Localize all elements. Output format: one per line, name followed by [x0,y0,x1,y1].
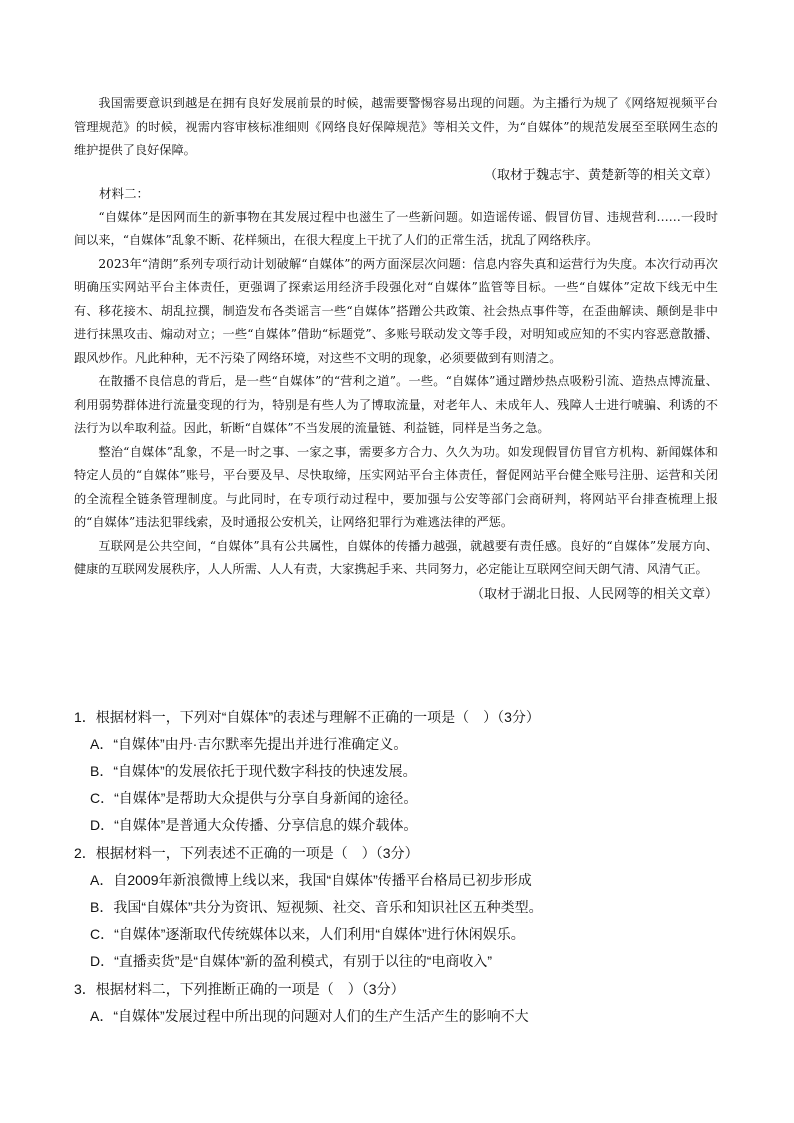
question-3 [74,976,734,1030]
option-a[interactable]: A．“自媒体”由丹·吉尔默率先提出并进行准确定义。 [90,736,408,752]
material-two [74,182,718,606]
material-two-paragraph: 互联网是公共空间，“自媒体”具有公共属性，自媒体的传播力越强，就越要有责任感。良好的“自媒体”发展方向、健康的互联网发展秩序，人人所需、人人有责，大家携起手来、共同努力，必定能让互联网空间天朗气清、风清气正。 [74,538,718,576]
question-stem: 2．根据材料一，下列表述不正确的一项是（ ）（3分） [74,845,419,861]
material-two-heading: 材料二： [99,186,150,201]
material-two-source: （取材于湖北日报、人民网等的相关文章） [470,585,718,601]
question-2 [74,840,734,975]
option-a[interactable]: A．自2009年新浪微博上线以来，我国“自媒体”传播平台格局已初步形成 [90,872,532,888]
option-c[interactable]: C．“自媒体”是帮助大众提供与分享自身新闻的途径。 [90,790,418,806]
material-two-paragraph: “自媒体”是因网而生的新事物在其发展过程中也滋生了一些新问题。如造谣传谣、假冒仿冒、违规营利……一段时间以来，“自媒体”乱象不断、花样频出，在很大程度上干扰了人们的正常生活，扰乱了网络秩序。 [74,209,718,247]
option-a[interactable]: A．“自媒体”发展过程中所出现的问题对人们的生产生活产生的影响不大 [90,1008,529,1024]
material-one-paragraph: 我国需要意识到越是在拥有良好发展前景的时候，越需要警惕容易出现的问题。为主播行为规了《网络短视频平台管理规范》的时候，视需内容审核标准细则《网络良好保障规范》等相关文件，为“自媒体”的规范发展至至联网生态的维护提供了良好保障。 [74,96,718,157]
option-b[interactable]: B．“自媒体”的发展依托于现代数字科技的快速发展。 [90,763,417,779]
option-b[interactable]: B．我国“自媒体”共分为资讯、短视频、社交、音乐和知识社区五种类型。 [90,899,543,915]
question-stem: 1．根据材料一，下列对“自媒体”的表述与理解不正确的一项是（ ）（3分） [74,709,540,725]
material-two-paragraph: 在散播不良信息的背后，是一些“自媒体”的“营利之道”。一些。“自媒体”通过蹭炒热点吸粉引流、造热点博流量、利用弱势群体进行流量变现的行为，特别是有些人为了博取流量，对老年人、未成年人、残障人士进行唬骗、利诱的不法行为以牟取利益。因此，斩断“自媒体”不当发展的流量链、利益链，同样是当务之急。 [74,374,718,435]
option-d[interactable]: D．“自媒体”是普通大众传播、分享信息的媒介载体。 [90,817,418,833]
material-two-paragraph: 2023年“清朗”系列专项行动计划破解“自媒体”的两方面深层次问题：信息内容失真和运营行为失度。本次行动再次明确压实网站平台主体责任，更强调了探索运用经济手段强化对“自媒体”监管等目标。一些“自媒体”定故下线无中生有、移花接木、胡乱拉撰，制造发布各类谣言一些“自媒体”搭蹭公共政策、社会热点事件等，在歪曲解读、颠倒是非中进行抹黑攻击、煽动对立；一些“自媒体”借助“标题党”、多账号联动发文等手段，对明知或应知的不实内容恶意散播、跟风炒作。凡此种种，无不污染了网络环境，对这些不文明的现象，必须要做到有则清之。 [74,256,718,365]
material-two-paragraph: 整治“自媒体”乱象，不是一时之事、一家之事，需要多方合力、久久为功。如发现假冒仿冒官方机构、新闻媒体和特定人员的“自媒体”账号，平台要及早、尽快取缔，压实网站平台主体责任，督促网站平台健全账号注册、运营和关闭的全流程全链条管理制度。与此同时，在专项行动过程中，要加强与公安等部门会商研判，将网站平台排查梳理上报的“自媒体”违法犯罪线索，及时通报公安机关，让网络犯罪行为难逃法律的严惩。 [74,444,718,529]
material-one-tail [74,92,718,187]
option-c[interactable]: C．“自媒体”逐渐取代传统媒体以来，人们利用“自媒体”进行休闲娱乐。 [90,926,525,942]
question-stem: 3．根据材料二，下列推断正确的一项是（ ）（3分） [74,981,405,997]
option-d[interactable]: D．“直播卖货”是“自媒体”新的盈利模式，有别于以往的“电商收入” [90,953,493,969]
material-one-source: （取材于魏志宇、黄楚新等的相关文章） [483,166,718,182]
question-1 [74,704,734,839]
